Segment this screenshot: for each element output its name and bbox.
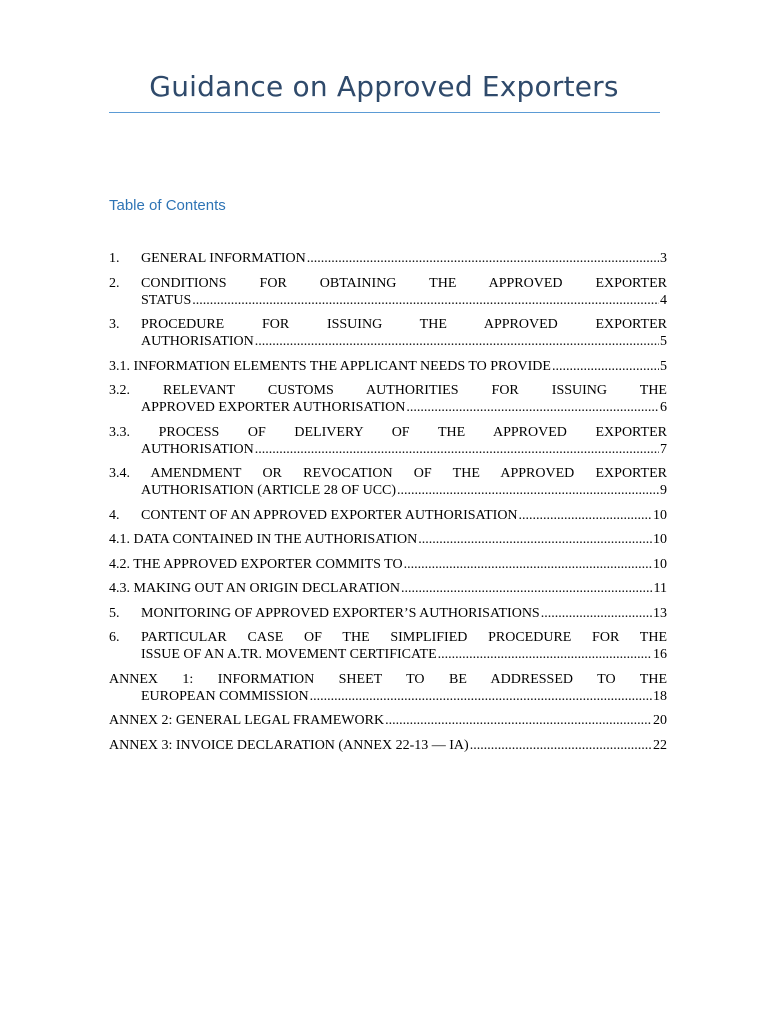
toc-entry-page: 10 xyxy=(653,507,667,523)
toc-entry-page: 20 xyxy=(653,713,667,728)
dot-leader xyxy=(404,556,652,573)
toc-entry-title-line1: PROCEDURE FOR ISSUING THE APPROVED EXPORTER xyxy=(141,317,667,332)
toc-entry-4[interactable] xyxy=(109,507,667,524)
toc-entry-page: 9 xyxy=(660,483,667,498)
toc-entry-title: MONITORING OF APPROVED EXPORTER’S AUTHORISATIONS xyxy=(141,605,540,621)
dot-leader xyxy=(310,688,652,705)
toc-entry-page: 22 xyxy=(653,737,667,753)
toc-entry-1[interactable] xyxy=(109,250,667,267)
toc-entry-page: 7 xyxy=(660,441,667,457)
dot-leader xyxy=(397,482,659,499)
dot-leader xyxy=(519,507,652,524)
dot-leader xyxy=(255,441,659,458)
toc-entry-title: 4.2. THE APPROVED EXPORTER COMMITS TO xyxy=(109,556,403,572)
toc-entry-page: 10 xyxy=(653,532,667,547)
toc-entry-title: 3.1. INFORMATION ELEMENTS THE APPLICANT NEEDS TO PROVIDE xyxy=(109,358,551,374)
toc-entry-number: 6. xyxy=(109,630,120,645)
dot-leader xyxy=(541,605,652,622)
dot-leader xyxy=(385,712,652,729)
toc-entry-title-line1: PARTICULAR CASE OF THE SIMPLIFIED PROCEDURE FOR THE xyxy=(141,630,667,645)
toc-entry-page: 13 xyxy=(653,605,667,621)
toc-entry-title-line1: 3.2. RELEVANT CUSTOMS AUTHORITIES FOR ISSUING THE xyxy=(109,383,667,398)
toc-entry-4-2[interactable] xyxy=(109,556,667,573)
toc-entry-title: GENERAL INFORMATION xyxy=(141,251,306,266)
dot-leader xyxy=(418,531,652,548)
toc-entry-number: 4. xyxy=(109,507,120,523)
dot-leader xyxy=(307,250,659,267)
toc-entry-3-3[interactable] xyxy=(109,424,667,458)
toc-entry-3-4[interactable] xyxy=(109,465,667,499)
toc-entry-page: 18 xyxy=(653,688,667,704)
toc-entry-title-line2: STATUS xyxy=(141,292,192,308)
toc-entry-title-line1: 3.4. AMENDMENT OR REVOCATION OF THE APPROVED EXPORTER xyxy=(109,466,667,481)
toc-entry-5[interactable] xyxy=(109,605,667,622)
dot-leader xyxy=(255,333,659,350)
toc-entry-number: 3. xyxy=(109,317,120,332)
dot-leader xyxy=(438,646,652,663)
toc-entry-title-line1: 3.3. PROCESS OF DELIVERY OF THE APPROVED EXPORTER xyxy=(109,424,667,440)
toc-entry-title-line2: AUTHORISATION xyxy=(141,441,254,457)
toc-entry-annex-2[interactable] xyxy=(109,712,667,729)
toc-entry-title: ANNEX 3: INVOICE DECLARATION (ANNEX 22-13 — IA) xyxy=(109,737,469,753)
toc-entry-title: CONTENT OF AN APPROVED EXPORTER AUTHORISATION xyxy=(141,507,518,523)
dot-leader xyxy=(192,292,659,309)
toc-entry-6[interactable] xyxy=(109,629,667,663)
toc-entry-annex-1[interactable] xyxy=(109,671,667,705)
dot-leader xyxy=(470,737,652,754)
dot-leader xyxy=(552,358,659,375)
toc-entry-3[interactable] xyxy=(109,316,667,350)
toc-entry-page: 4 xyxy=(660,292,667,308)
toc-entry-number: 2. xyxy=(109,275,120,291)
toc-entry-number: 1. xyxy=(109,251,120,266)
toc-entry-4-3[interactable] xyxy=(109,580,667,597)
toc-entry-3-2[interactable] xyxy=(109,382,667,416)
dot-leader xyxy=(406,399,659,416)
toc-entry-title: 4.3. MAKING OUT AN ORIGIN DECLARATION xyxy=(109,581,401,596)
toc-entry-title: 4.1. DATA CONTAINED IN THE AUTHORISATION xyxy=(109,532,418,547)
toc-entry-title-line2: APPROVED EXPORTER AUTHORISATION xyxy=(141,400,406,415)
toc-entry-title-line2: EUROPEAN COMMISSION xyxy=(141,688,309,704)
toc-entry-4-1[interactable] xyxy=(109,531,667,548)
toc-entry-title-line2: AUTHORISATION (ARTICLE 28 OF UCC) xyxy=(141,483,397,498)
title-underline xyxy=(109,112,660,113)
toc-entry-title-line2: ISSUE OF AN A.TR. MOVEMENT CERTIFICATE xyxy=(141,647,437,662)
toc-entry-2[interactable] xyxy=(109,275,667,309)
toc-heading: Table of Contents xyxy=(109,197,226,214)
toc-entry-page: 10 xyxy=(653,556,667,572)
toc-entry-3-1[interactable] xyxy=(109,358,667,375)
toc-entry-title-line1: ANNEX 1: INFORMATION SHEET TO BE ADDRESSED TO THE xyxy=(109,671,667,687)
toc-entry-number: 5. xyxy=(109,605,120,621)
toc-entry-title-line2: AUTHORISATION xyxy=(141,334,254,349)
document-title: Guidance on Approved Exporters xyxy=(149,70,619,103)
toc-entry-page: 3 xyxy=(660,251,667,266)
toc-entry-page: 5 xyxy=(660,358,667,374)
toc-entry-page: 16 xyxy=(653,647,667,662)
toc-entry-page: 6 xyxy=(660,400,667,415)
toc-entry-page: 11 xyxy=(653,581,667,596)
table-of-contents xyxy=(109,250,667,761)
toc-entry-title-line1: CONDITIONS FOR OBTAINING THE APPROVED EXPORTER xyxy=(141,275,667,291)
toc-entry-page: 5 xyxy=(660,334,667,349)
toc-entry-annex-3[interactable] xyxy=(109,737,667,754)
dot-leader xyxy=(401,580,653,597)
toc-entry-title: ANNEX 2: GENERAL LEGAL FRAMEWORK xyxy=(109,713,385,728)
